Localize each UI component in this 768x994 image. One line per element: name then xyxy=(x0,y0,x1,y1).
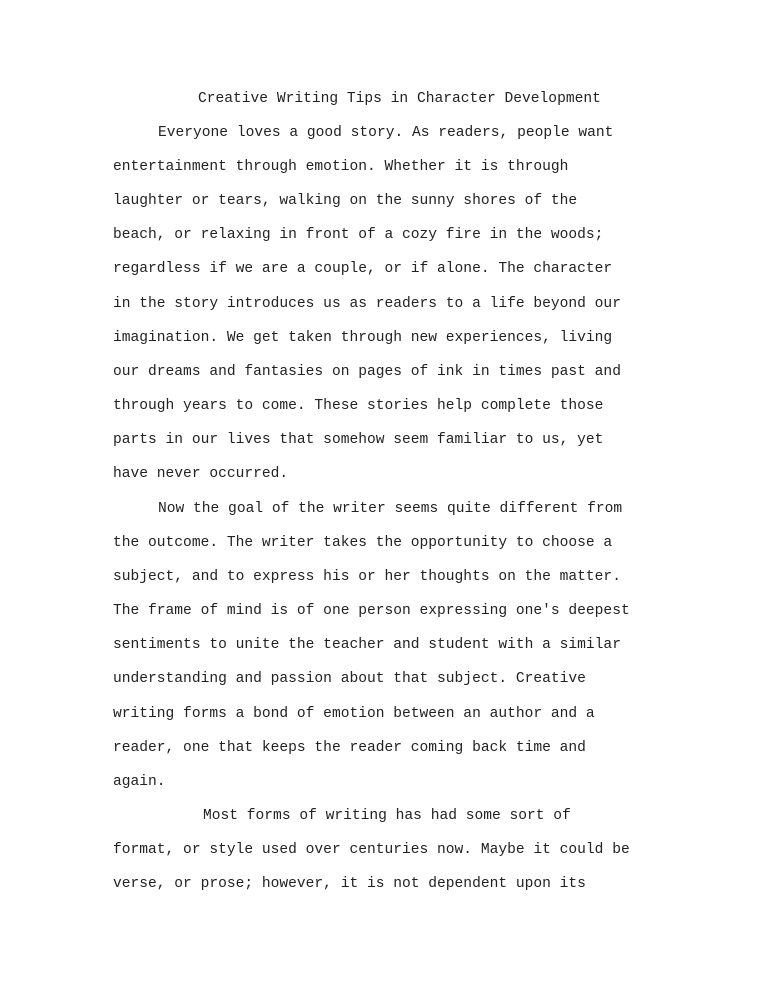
text-line: reader, one that keeps the reader coming back time and xyxy=(113,740,586,756)
text-line: writing forms a bond of emotion between an author and a xyxy=(113,706,595,722)
text-line: laughter or tears, walking on the sunny shores of the xyxy=(113,193,578,209)
text-line: format, or style used over centuries now. Maybe it could be xyxy=(113,842,630,858)
text-line: in the story introduces us as readers to a life beyond our xyxy=(113,296,621,312)
text-line: understanding and passion about that subject. Creative xyxy=(113,671,586,687)
text-line: beach, or relaxing in front of a cozy fire in the woods; xyxy=(113,227,604,243)
text-line: verse, or prose; however, it is not dependent upon its xyxy=(113,876,586,892)
text-line: Everyone loves a good story. As readers, people want xyxy=(158,125,614,141)
text-line: regardless if we are a couple, or if alone. The character xyxy=(113,261,613,277)
text-line: have never occurred. xyxy=(113,466,289,482)
text-line: the outcome. The writer takes the opportunity to choose a xyxy=(113,535,613,551)
text-line: imagination. We get taken through new experiences, living xyxy=(113,330,613,346)
text-line: again. xyxy=(113,774,166,790)
document-title: Creative Writing Tips in Character Development xyxy=(198,91,601,107)
text-line: through years to come. These stories help complete those xyxy=(113,398,604,414)
text-line: Most forms of writing has had some sort of xyxy=(203,808,571,824)
text-line: subject, and to express his or her thoughts on the matter. xyxy=(113,569,621,585)
text-line: The frame of mind is of one person expressing one's deepest xyxy=(113,603,630,619)
text-line: sentiments to unite the teacher and student with a similar xyxy=(113,637,621,653)
text-line: parts in our lives that somehow seem familiar to us, yet xyxy=(113,432,604,448)
text-line: our dreams and fantasies on pages of ink in times past and xyxy=(113,364,621,380)
text-line: entertainment through emotion. Whether it is through xyxy=(113,159,569,175)
text-line: Now the goal of the writer seems quite different from xyxy=(158,501,623,517)
